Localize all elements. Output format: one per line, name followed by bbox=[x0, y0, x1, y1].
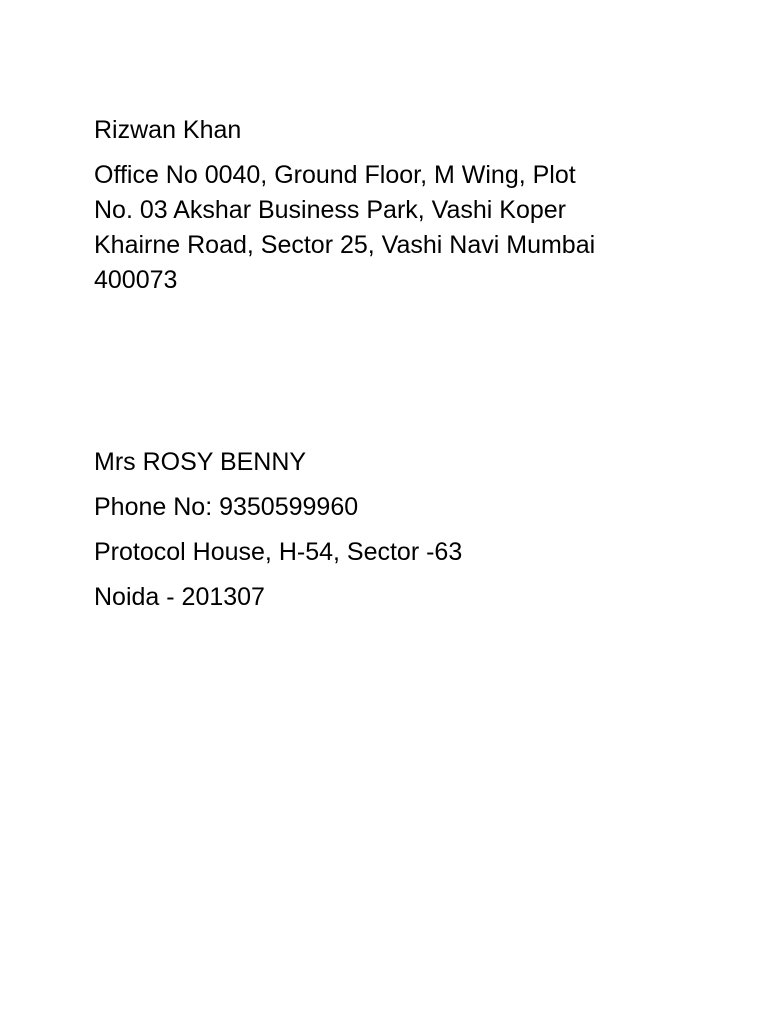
sender-address bbox=[94, 158, 684, 298]
sender-address-line: 400073 bbox=[94, 266, 178, 294]
sender-block bbox=[94, 113, 684, 298]
sender-name: Rizwan Khan bbox=[94, 116, 242, 144]
recipient-block bbox=[94, 445, 684, 625]
recipient-address-line: Protocol House, H-54, Sector -63 bbox=[94, 538, 463, 566]
sender-address-line: Office No 0040, Ground Floor, M Wing, Plot bbox=[94, 161, 576, 189]
recipient-city-line: Noida - 201307 bbox=[94, 583, 265, 611]
sender-address-line: Khairne Road, Sector 25, Vashi Navi Mumbai bbox=[94, 231, 596, 259]
sender-address-line: No. 03 Akshar Business Park, Vashi Koper bbox=[94, 196, 566, 224]
recipient-name: Mrs ROSY BENNY bbox=[94, 448, 307, 476]
recipient-phone: Phone No: 9350599960 bbox=[94, 493, 359, 521]
